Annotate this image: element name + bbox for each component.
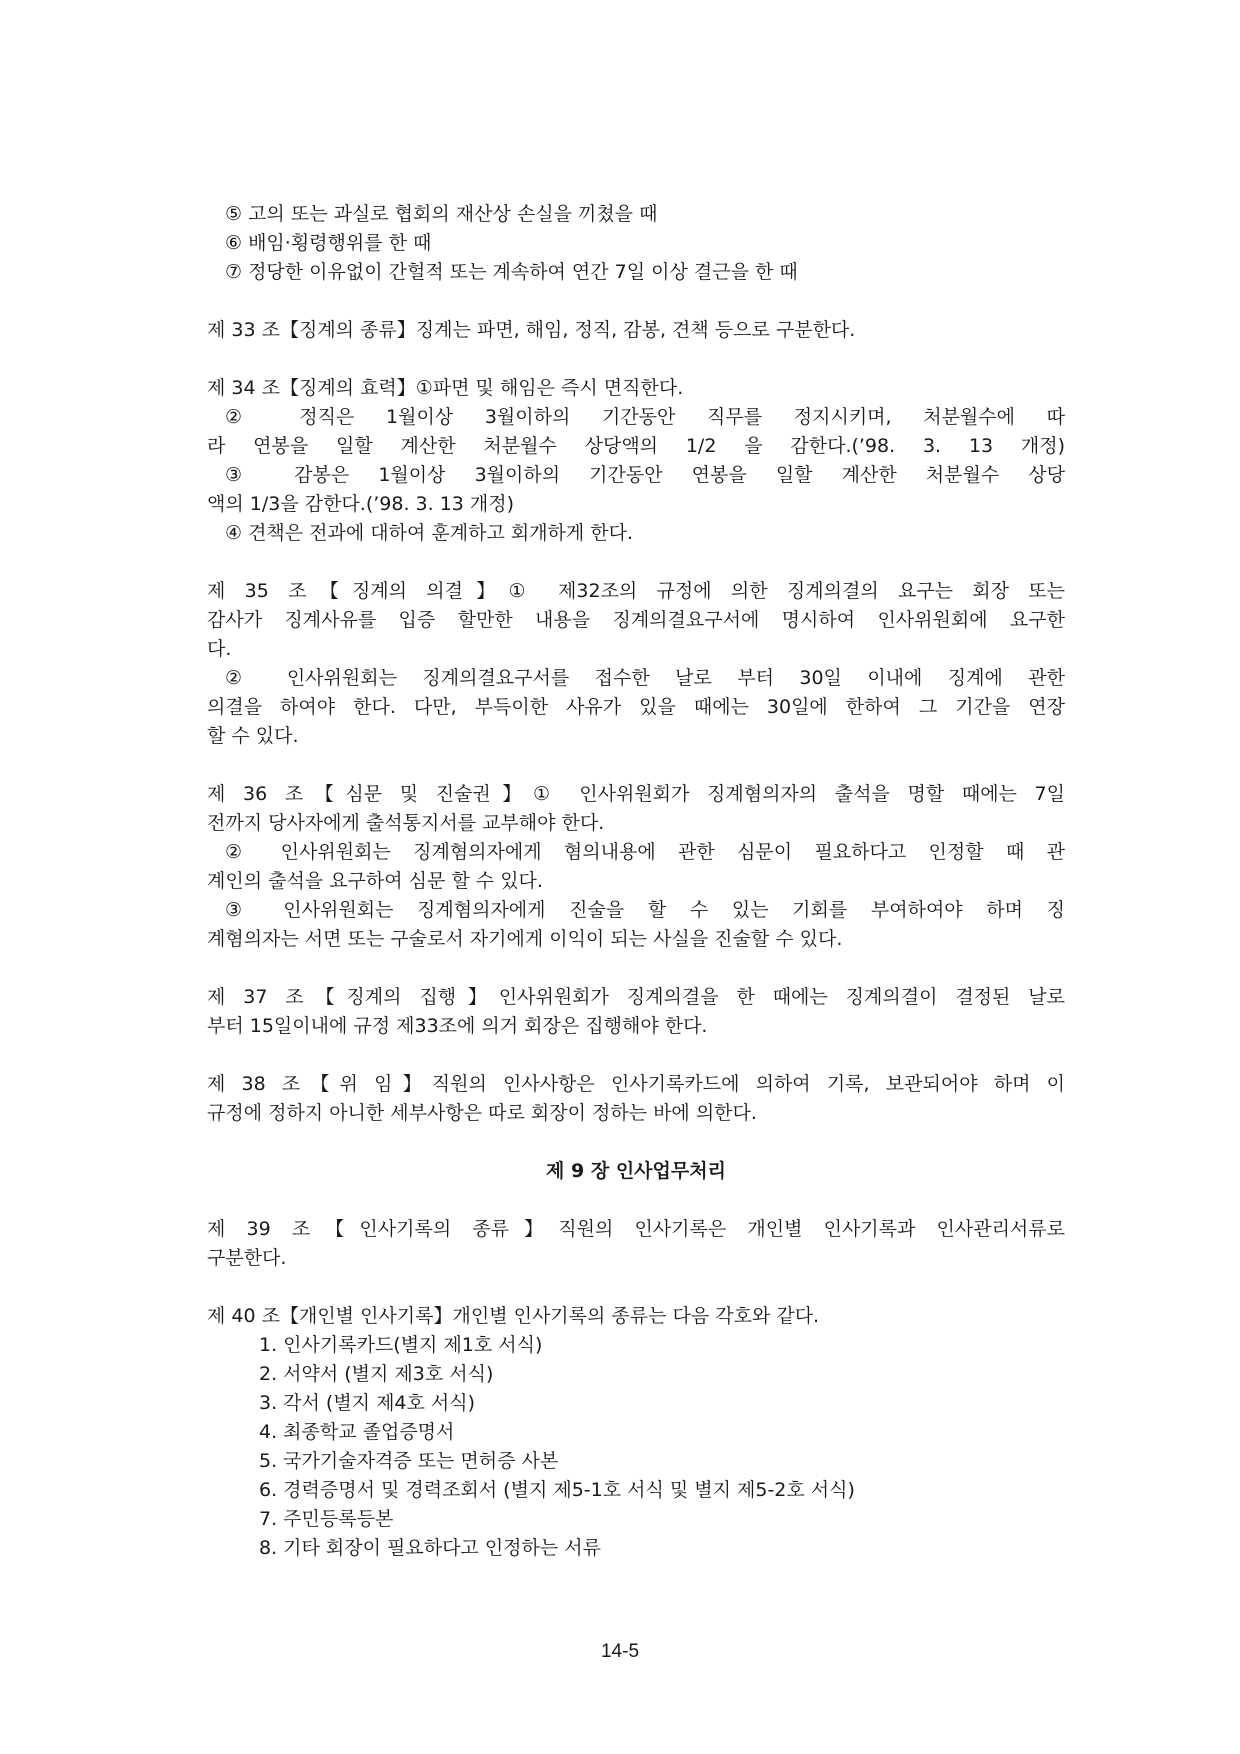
document-body [207, 200, 1065, 1563]
list-item: 6. 경력증명서 및 경력조회서 (별지 제5-1호 서식 및 별지 제5-2호 서식) [259, 1479, 855, 1501]
article-35-line: 할 수 있다. [207, 725, 299, 747]
article-34-line: ④ 견책은 전과에 대하여 훈계하고 회개하게 한다. [225, 522, 634, 544]
article-34-line: 액의 1/3을 감한다.(’98. 3. 13 개정) [207, 493, 515, 515]
article-36-line: ② 인사위원회는 징계혐의자에게 혐의내용에 관한 심문이 필요하다고 인정할 때 관 [225, 841, 1065, 863]
article-33: 제 33 조【징계의 종류】징계는 파면, 해임, 정직, 감봉, 견책 등으로 구분한다. [207, 319, 856, 341]
article-36-line: 계인의 출석을 요구하여 심문 할 수 있다. [207, 870, 543, 892]
article-34-line: 제 34 조【징계의 효력】①파면 및 해임은 즉시 면직한다. [207, 377, 684, 399]
article-40-line: 제 40 조【개인별 인사기록】개인별 인사기록의 종류는 다음 각호와 같다. [207, 1305, 820, 1327]
article-35-line: 제 35 조【징계의 의결】① 제32조의 규정에 의한 징계의결의 요구는 회장 또는 [207, 580, 1065, 602]
article-35-line: ② 인사위원회는 징계의결요구서를 접수한 날로 부터 30일 이내에 징계에 관한 [225, 667, 1065, 689]
article-36 [207, 780, 1065, 954]
article-39 [207, 1215, 1065, 1273]
item-6: ⑥ 배임‧횡령행위를 한 때 [225, 232, 432, 254]
article-36-line: ③ 인사위원회는 징계혐의자에게 진술을 할 수 있는 기회를 부여하여야 하며 징 [225, 899, 1065, 921]
article-36-line: 전까지 당사자에게 출석통지서를 교부해야 한다. [207, 812, 605, 834]
article-34-line: ③ 감봉은 1월이상 3월이하의 기간동안 연봉을 일할 계산한 처분월수 상당 [225, 464, 1065, 486]
item-7: ⑦ 정당한 이유없이 간헐적 또는 계속하여 연간 7일 이상 결근을 한 때 [225, 261, 798, 283]
article-35-line: 다. [207, 638, 232, 660]
article-38 [207, 1070, 1065, 1128]
list-item: 7. 주민등록등본 [259, 1508, 394, 1530]
article-35-line: 감사가 징계사유를 입증 할만한 내용을 징계의결요구서에 명시하여 인사위원회에 요구한 [207, 609, 1065, 631]
article-35-line: 의결을 하여야 한다. 다만, 부득이한 사유가 있을 때에는 30일에 한하여 그 기간을 연장 [207, 696, 1065, 718]
list-item: 3. 각서 (별지 제4호 서식) [259, 1392, 476, 1414]
article-34 [207, 374, 1065, 548]
item-5: ⑤ 고의 또는 과실로 협회의 재산상 손실을 끼쳤을 때 [225, 203, 658, 225]
article-39-line: 제 39 조【인사기록의 종류】직원의 인사기록은 개인별 인사기록과 인사관리서류로 [207, 1218, 1065, 1240]
article-37-line: 제 37 조【징계의 집행】인사위원회가 징계의결을 한 때에는 징계의결이 결정된 날로 [207, 986, 1065, 1008]
article-39-line: 구분한다. [207, 1247, 287, 1269]
list-item: 2. 서약서 (별지 제3호 서식) [259, 1363, 494, 1385]
chapter-heading: 제 9 장 인사업무처리 [546, 1160, 726, 1182]
list-item: 1. 인사기록카드(별지 제1호 서식) [259, 1334, 543, 1356]
article-36-line: 계혐의자는 서면 또는 구술로서 자기에게 이익이 되는 사실을 진술할 수 있다. [207, 928, 843, 950]
list-item: 5. 국가기술자격증 또는 면허증 사본 [259, 1450, 559, 1472]
list-item: 8. 기타 회장이 필요하다고 인정하는 서류 [259, 1537, 601, 1559]
article-35 [207, 577, 1065, 751]
article-37-line: 부터 15일이내에 규정 제33조에 의거 회장은 집행해야 한다. [207, 1015, 708, 1037]
article-38-line: 규정에 정하지 아니한 세부사항은 따로 회장이 정하는 바에 의한다. [207, 1102, 757, 1124]
list-item: 4. 최종학교 졸업증명서 [259, 1421, 455, 1443]
page-number: 14-5 [600, 1641, 640, 1662]
article-34-line: ② 정직은 1월이상 3월이하의 기간동안 직무를 정지시키며, 처분월수에 따 [225, 406, 1065, 428]
article-37 [207, 983, 1065, 1041]
article-34-line: 라 연봉을 일할 계산한 처분월수 상당액의 1/2 을 감한다.(’98. 3. 13 개정) [207, 435, 1065, 457]
article-36-line: 제 36 조【심문 및 진술권】① 인사위원회가 징계혐의자의 출석을 명할 때에는 7일 [207, 783, 1065, 805]
article-38-line: 제 38 조【위 임】직원의 인사사항은 인사기록카드에 의하여 기록, 보관되어야 하며 이 [207, 1073, 1065, 1095]
article-40 [207, 1302, 1065, 1563]
